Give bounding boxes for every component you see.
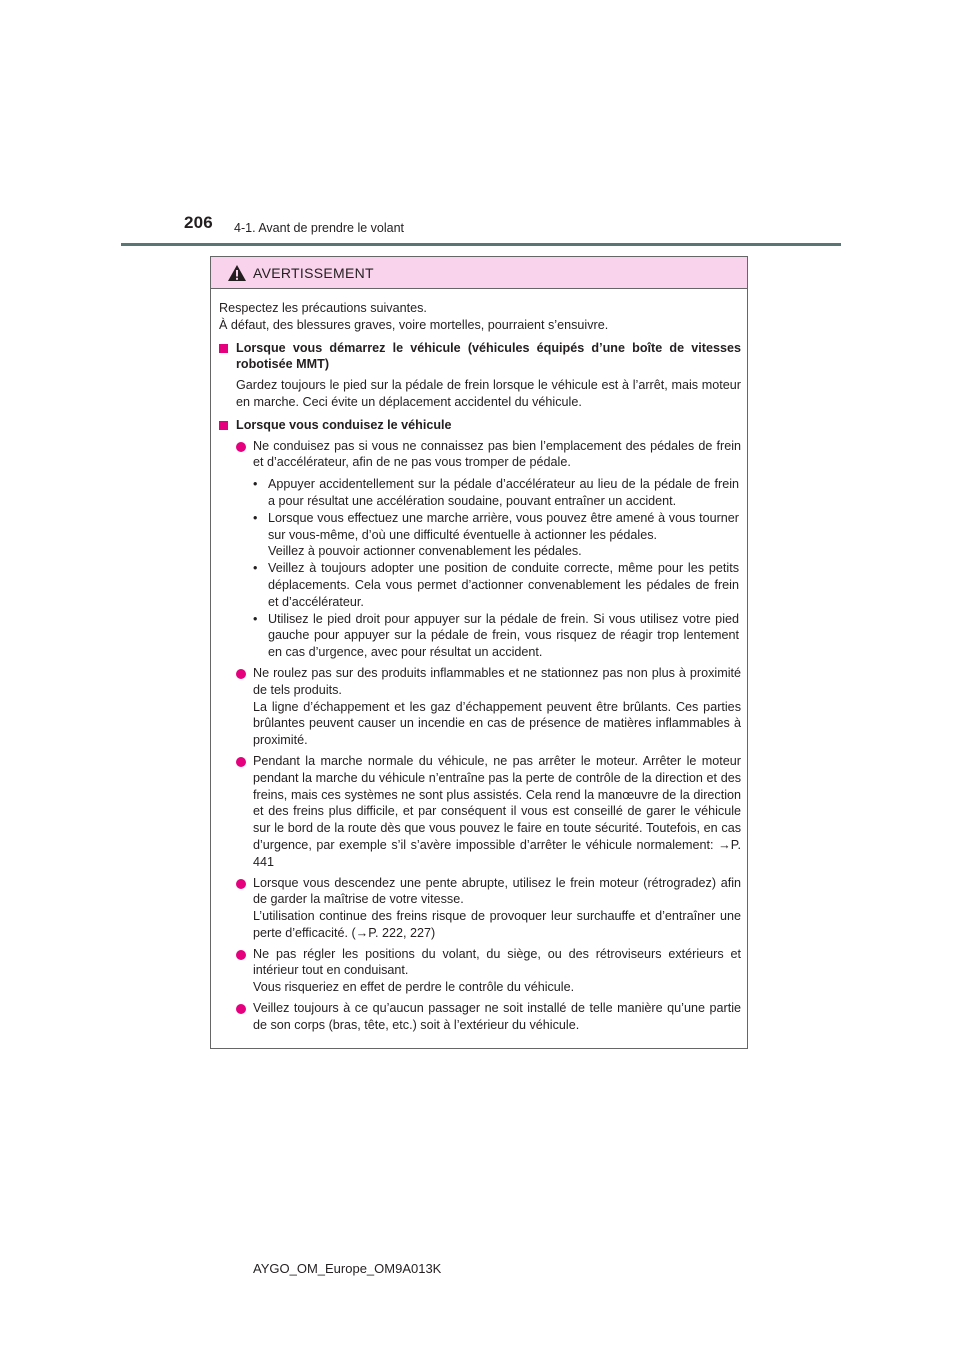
- bullet-item: [219, 665, 741, 749]
- circle-bullet-icon: [236, 1004, 246, 1014]
- bullet-paragraph: L’utilisation continue des freins risque de provoquer leur surchauffe et d’entraîner une perte d’efficacité. (→P. 222, 227): [253, 909, 741, 940]
- bullet-item: [219, 753, 741, 871]
- bullet-text: [253, 753, 741, 871]
- bullet-text: [253, 875, 741, 942]
- bullet-paragraph: La ligne d’échappement et les gaz d’échappement peuvent être brûlants. Ces parties brûlantes peuvent causer un incendie en cas de présence de matières inflammables à proximité.: [253, 699, 741, 748]
- bullet-text: [253, 438, 741, 661]
- warning-body: [211, 289, 747, 1034]
- bullet-item: [219, 946, 741, 996]
- sub-bullet-mark: •: [253, 510, 258, 525]
- bullet-paragraph: Vous risqueriez en effet de perdre le contrôle du véhicule.: [253, 980, 575, 995]
- section-heading: [219, 340, 741, 374]
- bullet-item: [219, 875, 741, 942]
- section-paragraph: Gardez toujours le pied sur la pédale de frein lorsque le véhicule est à l’arrêt, mais moteur en marche. Ceci évite un déplacement accidentel du véhicule.: [236, 378, 741, 409]
- bullet-paragraph: Ne pas régler les positions du volant, du siège, ou des rétroviseurs extérieurs et intérieur tout en conduisant.: [253, 946, 741, 978]
- section-heading-text: Lorsque vous démarrez le véhicule (véhicules équipés d’une boîte de vitesses robotisée MMT): [236, 340, 741, 372]
- warning-triangle-icon: [227, 264, 247, 282]
- bullet-item: [219, 438, 741, 661]
- page-number: 206: [184, 213, 213, 232]
- warning-intro: [219, 300, 741, 334]
- bullet-paragraph: Ne roulez pas sur des produits inflammables et ne stationnez pas non plus à proximité de tels produits.: [253, 665, 741, 697]
- section-title: 4-1. Avant de prendre le volant: [234, 221, 405, 235]
- sub-paragraph: Veillez à toujours adopter une position de conduite correcte, même pour les petits déplacements. Cela vous permet d’actionner convenablement les pédales de frein et d’accélérateur.: [268, 561, 739, 609]
- sub-item-text: [268, 476, 741, 510]
- warning-title: AVERTISSEMENT: [253, 264, 374, 281]
- header-rule: [121, 243, 841, 246]
- sub-item: [253, 560, 741, 610]
- sub-paragraph: Utilisez le pied droit pour appuyer sur la pédale de frein. Si vous utilisez votre pied gauche pour appuyer sur la pédale de frein, vous risquez de réagir trop lentement en cas d’urgence, avec pour résultat un accident.: [268, 611, 739, 660]
- sub-paragraph: Lorsque vous effectuez une marche arrière, vous pouvez être amené à vous tourner sur vous-même, d’où une difficulté éventuelle à actionner les pédales.: [268, 510, 739, 542]
- sub-bullet-mark: •: [253, 477, 258, 492]
- sub-item: [253, 611, 741, 661]
- sub-list: [253, 476, 741, 661]
- bullet-text: [253, 1000, 741, 1034]
- warning-box: [210, 256, 748, 1049]
- section-heading: [219, 417, 741, 434]
- bullet-text: [253, 665, 741, 749]
- warning-section: [219, 340, 741, 411]
- sub-item-text: [268, 611, 741, 661]
- bullet-item: [219, 1000, 741, 1034]
- sub-paragraph: Veillez à pouvoir actionner convenablement les pédales.: [268, 544, 582, 559]
- sub-bullet-mark: •: [253, 561, 258, 576]
- intro-line: Respectez les précautions suivantes.: [219, 301, 427, 315]
- sub-bullet-mark: •: [253, 611, 258, 626]
- section-heading-text: Lorsque vous conduisez le véhicule: [236, 417, 452, 432]
- square-bullet-icon: [219, 421, 228, 430]
- bullet-paragraph: Veillez toujours à ce qu’aucun passager ne soit installé de telle manière qu’une partie de son corps (bras, tête, etc.) soit à l’extérieur du véhicule.: [253, 1001, 741, 1032]
- bullet-paragraph: Ne conduisez pas si vous ne connaissez pas bien l’emplacement des pédales de frein et d’accélérateur, afin de ne pas vous tromper de pédale.: [253, 438, 741, 470]
- bullet-paragraph: Lorsque vous descendez une pente abrupte, utilisez le frein moteur (rétrogradez) afin de garder la maîtrise de votre vitesse.: [253, 875, 741, 907]
- warning-section: [219, 417, 741, 1034]
- circle-bullet-icon: [236, 669, 246, 679]
- sub-item-text: [268, 510, 741, 560]
- sub-item-text: [268, 560, 741, 610]
- circle-bullet-icon: [236, 879, 246, 889]
- intro-line: À défaut, des blessures graves, voire mortelles, pourraient s’ensuivre.: [219, 317, 609, 332]
- sub-item: [253, 510, 741, 560]
- circle-bullet-icon: [236, 442, 246, 452]
- warning-header: [211, 257, 747, 289]
- circle-bullet-icon: [236, 757, 246, 767]
- sub-paragraph: Appuyer accidentellement sur la pédale d’accélérateur au lieu de la pédale de frein a pour résultat une accélération soudaine, pouvant entraîner un accident.: [268, 477, 739, 508]
- document-code: AYGO_OM_Europe_OM9A013K: [253, 1261, 442, 1276]
- sub-item: [253, 476, 741, 510]
- circle-bullet-icon: [236, 950, 246, 960]
- bullet-paragraph: Pendant la marche normale du véhicule, ne pas arrêter le moteur. Arrêter le moteur pendant la marche du véhicule n’entraîne pas la perte de contrôle de la direction et des freins, mais ces systèmes ne sont plus assistés. Cela rend la manœuvre de la direction et des freins plus difficile, et par conséquent il vous est conseillé de garer le véhicule sur le bord de la route dès que vous pouvez le faire en toute sécurité. Toutefois, en cas d’urgence, par exemple s’il s’avère impossible d’arrêter le véhicule normalement: →P. 441: [253, 753, 741, 869]
- bullet-text: [253, 946, 741, 996]
- square-bullet-icon: [219, 344, 228, 353]
